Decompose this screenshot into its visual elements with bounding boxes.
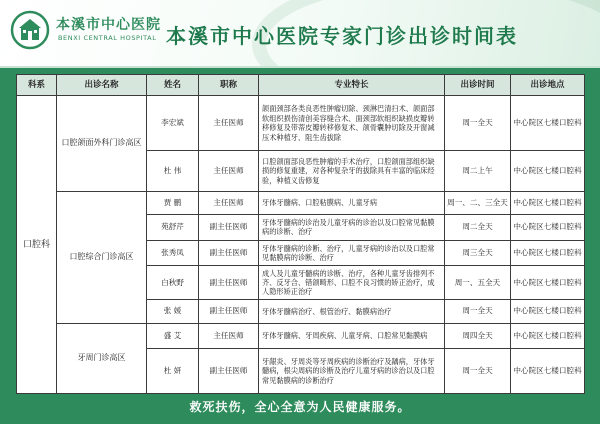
doctor-title: 主任医师 [199,323,259,349]
doctor-title: 主任医师 [199,191,259,214]
doctor-title: 副主任医师 [199,215,259,241]
clinic-cell: 口腔颌面外科门诊高区 [57,96,147,192]
column-header-name: 姓名 [147,75,199,96]
doctor-name: 苑舒芹 [147,215,199,241]
column-header-time: 出诊时间 [445,75,511,96]
doctor-specialty: 牙体牙髓病、牙周疾病、儿童牙病、口腔常见黏膜病 [259,323,445,349]
clinic-time: 周一全天 [445,349,511,394]
doctor-specialty: 牙体牙髓病治疗、根管治疗、黏膜病治疗 [259,300,445,323]
clinic-location: 中心院区七楼口腔科 [511,151,585,191]
doctor-name: 张秀凤 [147,240,199,266]
doctor-name: 杜 妍 [147,349,199,394]
clinic-location: 中心院区七楼口腔科 [511,96,585,151]
doctor-name: 贾 鹏 [147,191,199,214]
clinic-location: 中心院区七楼口腔科 [511,240,585,266]
doctor-name: 盛 艾 [147,323,199,349]
clinic-time: 周三全天 [445,240,511,266]
clinic-cell: 牙周门诊高区 [57,323,147,393]
doctor-name: 白秋野 [147,266,199,300]
clinic-location: 中心院区七楼口腔科 [511,266,585,300]
clinic-time: 周四全天 [445,323,511,349]
table-header-row [17,75,585,96]
table-row [17,191,585,214]
hospital-logo-icon [10,10,50,50]
doctor-specialty: 牙体牙髓病的诊断、治疗，儿童牙病的诊治以及口腔常见黏膜病的诊断、治疗 [259,240,445,266]
column-header-title: 职称 [199,75,259,96]
doctor-title: 主任医师 [199,96,259,151]
column-header-specialty: 专业特长 [259,75,445,96]
doctor-name: 杜 伟 [147,151,199,191]
department-cell: 口腔科 [17,96,57,394]
doctor-specialty: 牙体牙髓病的诊治及儿童牙病的诊治以及口腔常见黏膜病的诊断、治疗 [259,215,445,241]
header-divider [0,66,600,68]
hospital-name: 本溪市中心医院 [56,17,161,33]
page-title: 本溪市中心医院专家门诊出诊时间表 [166,24,518,48]
doctor-name: 李宏斌 [147,96,199,151]
clinic-cell: 口腔综合门诊高区 [57,191,147,323]
column-header-location: 出诊地点 [511,75,585,96]
clinic-time: 周一、二、三全天 [445,191,511,214]
clinic-location: 中心院区七楼口腔科 [511,323,585,349]
footer-slogan: 救死扶伤，全心全意为人民健康服务。 [189,400,411,414]
doctor-title: 副主任医师 [199,266,259,300]
doctor-title: 副主任医师 [199,349,259,394]
clinic-time: 周一全天 [445,300,511,323]
clinic-location: 中心院区七楼口腔科 [511,300,585,323]
column-header-department: 科系 [17,75,57,96]
clinic-location: 中心院区七楼口腔科 [511,215,585,241]
doctor-specialty: 牙龈炎、牙周炎等牙周疾病的诊断治疗及龋病，牙体牙髓病，根尖周病的诊断及治疗儿童牙病的诊治以及口腔常见黏膜病的诊断治疗 [259,349,445,394]
table-row [17,96,585,151]
doctor-title: 主任医师 [199,151,259,191]
doctor-name: 张 媛 [147,300,199,323]
column-header-clinic: 出诊名称 [57,75,147,96]
clinic-time: 周一、五全天 [445,266,511,300]
doctor-title: 副主任医师 [199,240,259,266]
clinic-time: 周一全天 [445,96,511,151]
doctor-specialty: 颌面颈部各类良恶性肿瘤切除、颈淋巴清扫术、颌面部软组织损伤清创美容缝合术、面颈部软组织缺损皮瓣转移修复及带蒂皮瓣转移修复术、颌骨囊肿切除及开窗减压术种植牙、阻生齿拔除 [259,96,445,151]
doctor-title: 副主任医师 [199,300,259,323]
clinic-location: 中心院区七楼口腔科 [511,349,585,394]
schedule-table [16,74,585,394]
clinic-time: 周二上午 [445,151,511,191]
clinic-location: 中心院区七楼口腔科 [511,191,585,214]
doctor-specialty: 口腔颌面部良恶性肿瘤的手术治疗，口腔颌面部组织缺损的修复重建，对各种复杂牙的拔除具有丰富的临床经验，种植义齿修复 [259,151,445,191]
doctor-specialty: 成人及儿童牙髓病的诊断、治疗，各种儿童牙齿排列不齐、反牙合、错颌畸形、口腔不良习惯的矫正治疗，成人隐形矫正治疗 [259,266,445,300]
table-row [17,323,585,349]
doctor-specialty: 牙体牙髓病、口腔粘膜病、儿童牙病 [259,191,445,214]
hospital-name-english: BENXI CENTRAL HOSPITAL [58,34,157,42]
clinic-time: 周二全天 [445,215,511,241]
schedule-board [16,74,584,394]
header [0,0,600,68]
